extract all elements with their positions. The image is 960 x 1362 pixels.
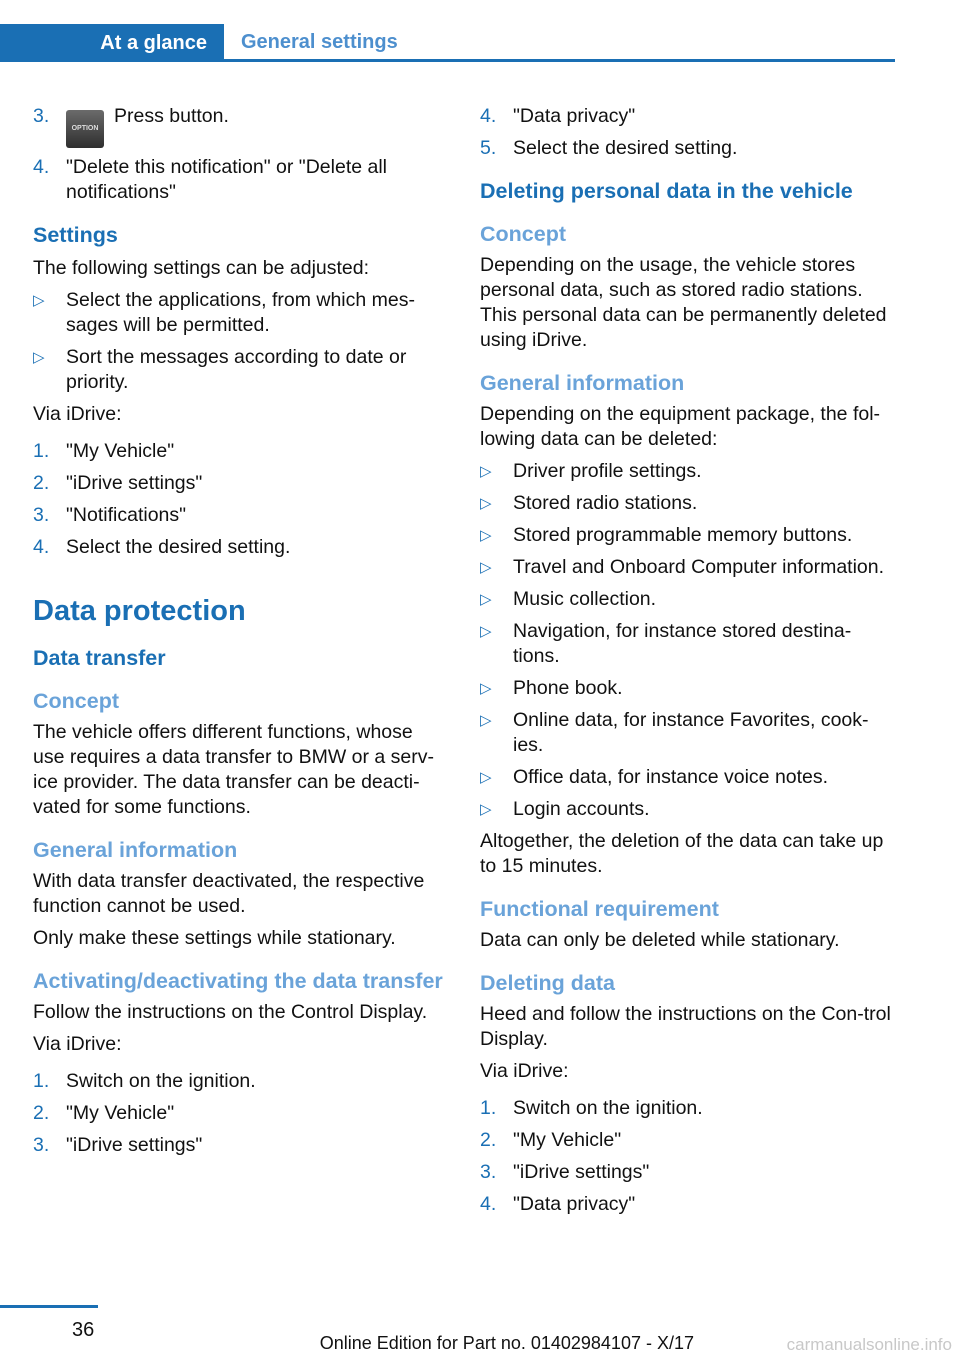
list-item: ▷ Stored radio stations. [480, 492, 698, 514]
list-item: ▷ Music collection. [480, 588, 657, 610]
tab-at-a-glance[interactable]: At a glance [0, 24, 224, 62]
notification-steps-list [33, 104, 445, 205]
deleting-data-heading: Deleting data [480, 971, 615, 995]
section-tab-bar [0, 24, 895, 62]
deleting-data-text: Heed and follow the instructions on the Con‐trol Display. [480, 1003, 891, 1050]
option-button-icon: OPTION [66, 110, 104, 148]
left-column [33, 104, 445, 1165]
step-text: OPTIONPress button. [66, 104, 229, 148]
list-item: ▷ Select the applications, from which mes‐sages will be permitted. [33, 289, 415, 336]
idrive-steps-list [33, 439, 445, 560]
stationary-note: Only make these settings while stationary. [33, 927, 396, 949]
concept-heading: Concept [480, 222, 566, 246]
triangle-bullet-icon: ▷ [480, 527, 492, 544]
via-idrive-label: Via iDrive: [33, 1033, 122, 1055]
page-number: 36 [72, 1319, 95, 1341]
list-item [33, 104, 445, 148]
deletion-duration-text: Altogether, the deletion of the data can take up to 15 minutes. [480, 830, 884, 877]
triangle-bullet-icon: ▷ [480, 591, 492, 608]
footer-rule [0, 1305, 98, 1308]
via-idrive-label: Via iDrive: [33, 403, 122, 425]
list-item: 1. "My Vehicle" [33, 440, 175, 462]
privacy-steps-list [480, 104, 896, 161]
concept-text: The vehicle offers different functions, whose use requires a data transfer to BMW or a serv‐ice provider. The data transfer can be deacti‐vated for some functions. [33, 721, 434, 818]
list-item: 3. "iDrive settings" [480, 1161, 650, 1183]
header-rule [0, 59, 895, 62]
step-text: "Delete this notification" or "Delete all notifications" [66, 156, 388, 203]
general-info-heading: General information [33, 838, 238, 862]
list-item: 5. Select the desired setting. [480, 137, 738, 159]
list-item: ▷ Navigation, for instance stored destina‐tions. [480, 620, 852, 667]
functional-requirement-text: Data can only be deleted while stationary. [480, 929, 840, 951]
edition-text: Online Edition for Part no. 01402984107 - X/17 [319, 1333, 694, 1353]
list-item: 2. "My Vehicle" [480, 1129, 622, 1151]
watermark: carmanualsonline.info [786, 1335, 952, 1354]
general-info-text: With data transfer deactivated, the respective function cannot be used. [33, 870, 425, 917]
list-item: ▷ Driver profile settings. [480, 460, 702, 482]
list-item: ▷ Phone book. [480, 677, 623, 699]
list-item: ▷ Login accounts. [480, 798, 650, 820]
list-item: ▷ Office data, for instance voice notes. [480, 766, 829, 788]
triangle-bullet-icon: ▷ [480, 623, 492, 640]
list-item: 4. Select the desired setting. [33, 536, 291, 558]
triangle-bullet-icon: ▷ [480, 463, 492, 480]
tab-general-settings[interactable]: General settings [241, 30, 398, 53]
list-item: 4. "Data privacy" [480, 1193, 636, 1215]
concept-heading: Concept [33, 689, 119, 713]
settings-heading: Settings [33, 223, 118, 247]
list-item: 4. "Data privacy" [480, 105, 636, 127]
list-item: ▷ Stored programmable memory buttons. [480, 524, 853, 546]
list-item: 3. "Notifications" [33, 504, 187, 526]
via-idrive-label: Via iDrive: [480, 1060, 569, 1082]
activation-steps-list [33, 1069, 445, 1158]
list-item: 3. "iDrive settings" [33, 1134, 203, 1156]
deletable-data-bullets [480, 459, 896, 822]
list-item: 2. "My Vehicle" [33, 1102, 175, 1124]
triangle-bullet-icon: ▷ [480, 801, 492, 818]
data-protection-heading: Data protection [33, 595, 246, 627]
triangle-bullet-icon: ▷ [33, 349, 45, 366]
triangle-bullet-icon: ▷ [480, 769, 492, 786]
triangle-bullet-icon: ▷ [480, 495, 492, 512]
triangle-bullet-icon: ▷ [33, 292, 45, 309]
concept-text: Depending on the usage, the vehicle stores personal data, such as stored radio stations. This personal data can be permanently deleted using iDrive. [480, 254, 887, 351]
activating-heading: Activating/deactivating the data transfer [33, 969, 443, 993]
triangle-bullet-icon: ▷ [480, 680, 492, 697]
triangle-bullet-icon: ▷ [480, 712, 492, 729]
list-item: ▷ Travel and Onboard Computer information. [480, 556, 885, 578]
settings-intro: The following settings can be adjusted: [33, 257, 370, 279]
deletion-steps-list [480, 1096, 896, 1217]
general-info-text: Depending on the equipment package, the fol‐lowing data can be deleted: [480, 403, 881, 450]
list-item: 2. "iDrive settings" [33, 472, 203, 494]
list-item [33, 155, 445, 205]
right-column [480, 104, 896, 1224]
data-transfer-heading: Data transfer [33, 646, 166, 670]
general-info-heading: General information [480, 371, 685, 395]
settings-bullets [33, 288, 445, 395]
step-number: 4. [33, 156, 50, 178]
functional-requirement-heading: Functional requirement [480, 897, 719, 921]
list-item: 1. Switch on the ignition. [33, 1070, 256, 1092]
step-number: 3. [33, 105, 50, 127]
activating-text: Follow the instructions on the Control Display. [33, 1001, 428, 1023]
deleting-personal-data-heading: Deleting personal data in the vehicle [480, 179, 853, 203]
triangle-bullet-icon: ▷ [480, 559, 492, 576]
list-item: 1. Switch on the ignition. [480, 1097, 703, 1119]
list-item: ▷ Online data, for instance Favorites, cook‐ies. [480, 709, 869, 756]
list-item: ▷ Sort the messages according to date or priority. [33, 346, 407, 393]
